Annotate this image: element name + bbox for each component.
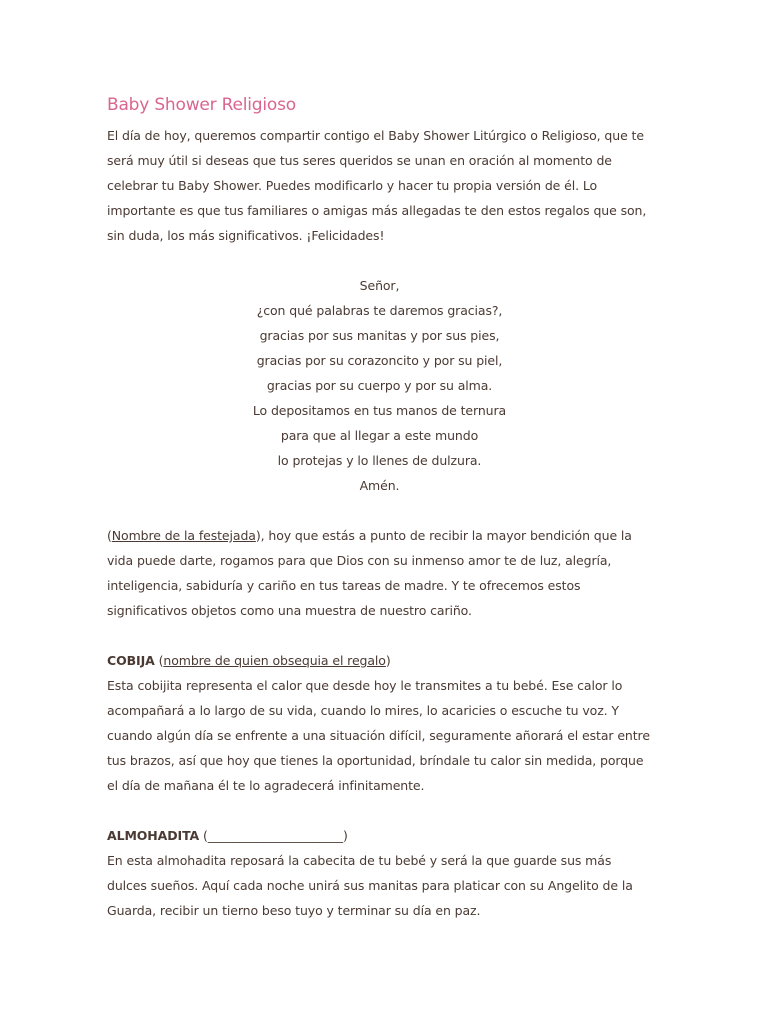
dedication-paragraph (107, 523, 652, 623)
document-page (107, 92, 652, 923)
poem-line: ¿con qué palabras te daremos gracias?, (256, 303, 503, 318)
poem-line: gracias por sus manitas y por sus pies, (259, 328, 500, 343)
poem-line: Señor, (359, 278, 400, 293)
poem-line: gracias por su corazoncito y por su piel, (256, 353, 503, 368)
honoree-name-placeholder: Nombre de la festejada (111, 528, 256, 543)
paren-open: ( (154, 653, 164, 668)
poem-line: lo protejas y lo llenes de dulzura. (277, 453, 482, 468)
intro-paragraph: El día de hoy, queremos compartir contigo el Baby Shower Litúrgico o Religioso, que te será muy útil si deseas que tus seres queridos se unan en oración al momento de celebrar tu Baby Shower. Puedes modificarlo y hacer tu propia versión de él. Lo importante es que tus familiares o amigas más allegadas te den estos regalos que son, sin duda, los más significativos. ¡Felicidades! (107, 128, 647, 243)
poem (107, 273, 652, 498)
paren-close: ) (385, 653, 391, 668)
poem-line: gracias por su cuerpo y por su alma. (266, 378, 493, 393)
poem-line: Amén. (359, 478, 400, 493)
almohadita-heading-line (107, 823, 652, 848)
almohadita-heading: ALMOHADITA (107, 828, 200, 843)
cobija-heading: COBIJA (107, 653, 155, 668)
giver-name-placeholder: nombre de quien obsequia el regalo (163, 653, 386, 668)
cobija-heading-line (107, 648, 652, 673)
poem-line: Lo depositamos en tus manos de ternura (252, 403, 507, 418)
page-title: Baby Shower Religioso (107, 95, 296, 115)
paren-open: ( (107, 528, 112, 543)
giver-blank: (______________________) (199, 828, 348, 843)
dedication-text: ), hoy que estás a punto de recibir la mayor bendición que la vida puede darte, rogamos para que Dios con su inmenso amor te de luz, alegría, inteligencia, sabiduría y cariño en tus tareas de madre. Y te ofrecemos estos significativos objetos como una muestra de nuestro cariño. (107, 528, 632, 618)
almohadita-paragraph: En esta almohadita reposará la cabecita de tu bebé y será la que guarde sus más dulces sueños. Aquí cada noche unirá sus manitas para platicar con su Angelito de la Guarda, recibir un tierno beso tuyo y terminar su día en paz. (107, 853, 633, 918)
cobija-paragraph: Esta cobijita representa el calor que desde hoy le transmites a tu bebé. Ese calor lo acompañará a lo largo de su vida, cuando lo mires, lo acaricies o escuche tu voz. Y cuando algún día se enfrente a una situación difícil, seguramente añorará el estar entre tus brazos, así que hoy que tienes la oportunidad, bríndale tu calor sin medida, porque el día de mañana él te lo agradecerá infinitamente. (107, 678, 650, 793)
poem-line: para que al llegar a este mundo (280, 428, 479, 443)
